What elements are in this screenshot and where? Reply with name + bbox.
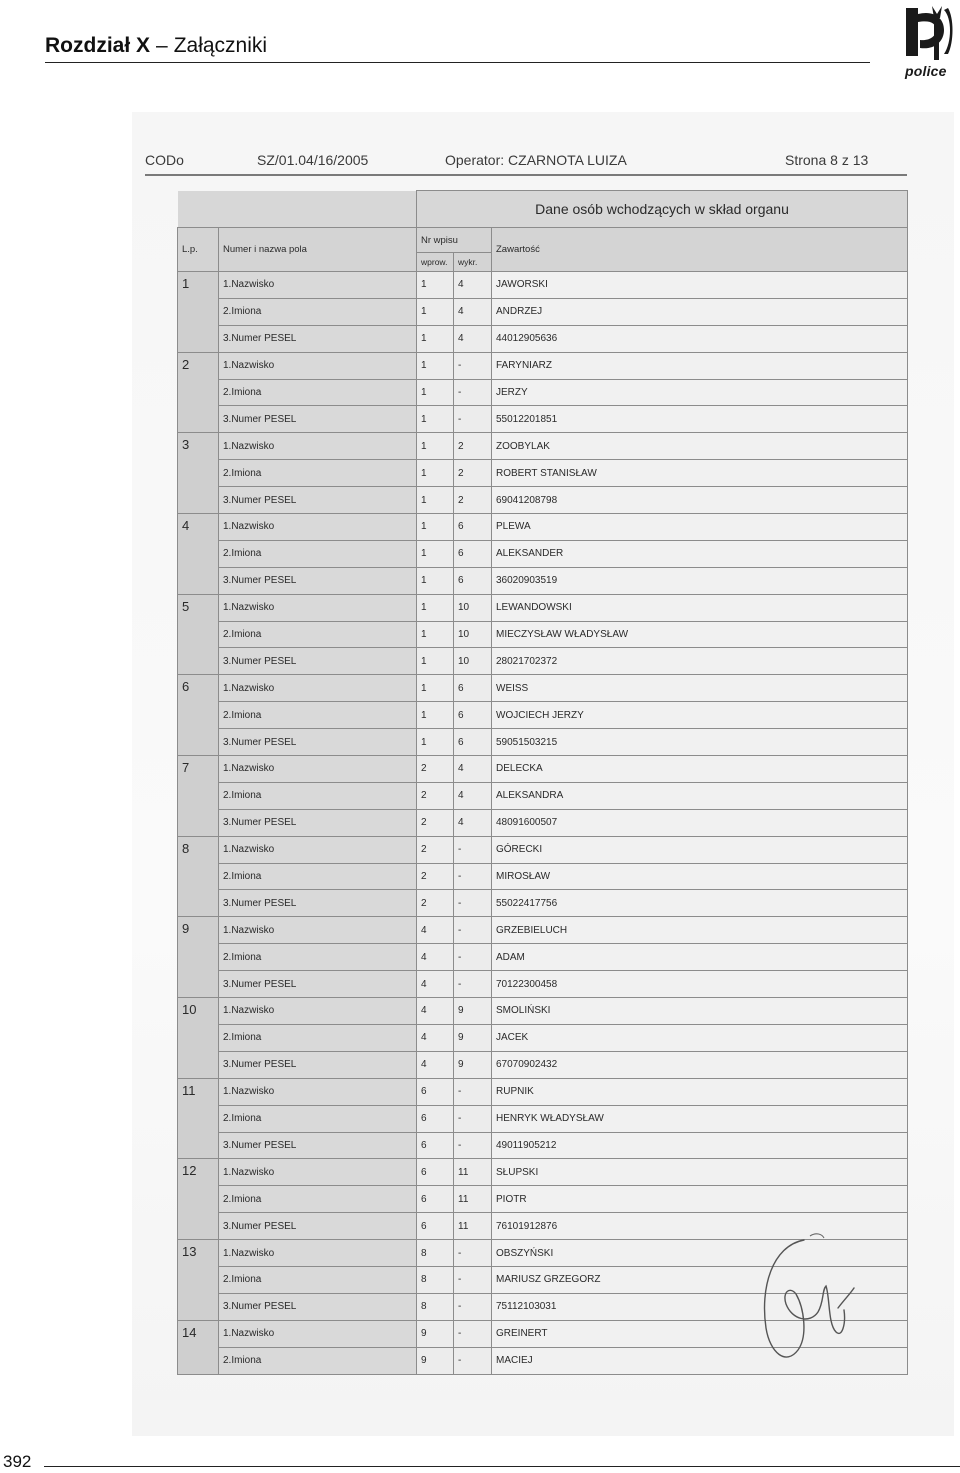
row-entry-in: 8 xyxy=(417,1266,454,1293)
scan-page: Strona 8 z 13 xyxy=(785,152,869,168)
table-row xyxy=(178,1132,908,1159)
row-entry-out: - xyxy=(454,1293,492,1320)
row-lp: 7 xyxy=(178,756,219,837)
row-entry-out: 4 xyxy=(454,298,492,325)
table-row xyxy=(178,325,908,352)
row-value: 59051503215 xyxy=(492,729,908,756)
row-entry-in: 1 xyxy=(417,675,454,702)
row-field: 2.Imiona xyxy=(219,863,417,890)
table-title: Dane osób wchodzących w skład organu xyxy=(417,191,908,228)
table-row xyxy=(178,1024,908,1051)
row-field: 1.Nazwisko xyxy=(219,1240,417,1267)
row-value: DELECKA xyxy=(492,756,908,783)
row-entry-in: 2 xyxy=(417,890,454,917)
row-value: JACEK xyxy=(492,1024,908,1051)
row-value: ROBERT STANISŁAW xyxy=(492,460,908,487)
row-value: 36020903519 xyxy=(492,567,908,594)
row-entry-out: 2 xyxy=(454,487,492,514)
scan-org: CODo xyxy=(145,152,184,168)
row-entry-out: 4 xyxy=(454,809,492,836)
row-field: 2.Imiona xyxy=(219,460,417,487)
table-row xyxy=(178,890,908,917)
table-row xyxy=(178,1078,908,1105)
row-value: JERZY xyxy=(492,379,908,406)
row-entry-in: 6 xyxy=(417,1078,454,1105)
row-field: 1.Nazwisko xyxy=(219,1078,417,1105)
row-entry-out: 4 xyxy=(454,756,492,783)
row-entry-in: 6 xyxy=(417,1159,454,1186)
page-header xyxy=(45,32,267,60)
row-entry-in: 1 xyxy=(417,272,454,299)
table-row xyxy=(178,540,908,567)
table-row xyxy=(178,379,908,406)
col-entry-in-header: wprow. xyxy=(417,253,454,272)
table-row xyxy=(178,1159,908,1186)
row-field: 3.Numer PESEL xyxy=(219,1051,417,1078)
scan-rule xyxy=(145,174,907,176)
row-entry-out: 6 xyxy=(454,514,492,541)
row-field: 1.Nazwisko xyxy=(219,917,417,944)
row-entry-out: 4 xyxy=(454,325,492,352)
row-field: 3.Numer PESEL xyxy=(219,1132,417,1159)
row-entry-out: 10 xyxy=(454,648,492,675)
row-entry-in: 1 xyxy=(417,487,454,514)
row-entry-in: 1 xyxy=(417,648,454,675)
row-entry-in: 1 xyxy=(417,594,454,621)
row-entry-out: - xyxy=(454,406,492,433)
row-value: WEISS xyxy=(492,675,908,702)
row-entry-in: 9 xyxy=(417,1320,454,1347)
table-row xyxy=(178,1105,908,1132)
row-entry-out: 2 xyxy=(454,460,492,487)
table-row xyxy=(178,460,908,487)
row-value: ANDRZEJ xyxy=(492,298,908,325)
row-entry-in: 1 xyxy=(417,460,454,487)
row-value: OBSZYŃSKI xyxy=(492,1240,908,1267)
row-entry-in: 4 xyxy=(417,917,454,944)
row-field: 2.Imiona xyxy=(219,1266,417,1293)
row-entry-out: - xyxy=(454,917,492,944)
table-row xyxy=(178,487,908,514)
row-entry-in: 4 xyxy=(417,1024,454,1051)
section-title: Załączniki xyxy=(173,34,268,57)
row-field: 2.Imiona xyxy=(219,702,417,729)
row-field: 1.Nazwisko xyxy=(219,352,417,379)
members-table xyxy=(177,190,908,1375)
row-entry-out: - xyxy=(454,863,492,890)
row-field: 3.Numer PESEL xyxy=(219,325,417,352)
row-field: 3.Numer PESEL xyxy=(219,1213,417,1240)
row-entry-in: 1 xyxy=(417,433,454,460)
row-field: 3.Numer PESEL xyxy=(219,567,417,594)
row-value: 67070902432 xyxy=(492,1051,908,1078)
row-entry-in: 1 xyxy=(417,379,454,406)
row-entry-out: - xyxy=(454,1105,492,1132)
row-value: HENRYK WŁADYSŁAW xyxy=(492,1105,908,1132)
row-field: 1.Nazwisko xyxy=(219,1320,417,1347)
row-field: 3.Numer PESEL xyxy=(219,890,417,917)
row-entry-out: 6 xyxy=(454,567,492,594)
row-field: 2.Imiona xyxy=(219,540,417,567)
col-entry-header: Nr wpisu xyxy=(417,228,492,253)
row-entry-out: - xyxy=(454,944,492,971)
row-entry-out: - xyxy=(454,836,492,863)
row-entry-out: 2 xyxy=(454,433,492,460)
row-entry-out: - xyxy=(454,1347,492,1374)
row-entry-out: - xyxy=(454,1240,492,1267)
scan-operator: Operator: CZARNOTA LUIZA xyxy=(445,152,627,168)
table-row xyxy=(178,433,908,460)
row-field: 3.Numer PESEL xyxy=(219,971,417,998)
row-lp: 1 xyxy=(178,272,219,353)
row-value: 48091600507 xyxy=(492,809,908,836)
row-entry-out: - xyxy=(454,1132,492,1159)
row-value: WOJCIECH JERZY xyxy=(492,702,908,729)
row-entry-out: 6 xyxy=(454,540,492,567)
row-value: GÓRECKI xyxy=(492,836,908,863)
header-dash: – xyxy=(156,34,168,57)
row-entry-out: 9 xyxy=(454,998,492,1025)
row-entry-in: 6 xyxy=(417,1132,454,1159)
table-row xyxy=(178,998,908,1025)
row-entry-in: 1 xyxy=(417,352,454,379)
row-value: 55022417756 xyxy=(492,890,908,917)
row-lp: 6 xyxy=(178,675,219,756)
row-entry-in: 6 xyxy=(417,1186,454,1213)
row-entry-in: 2 xyxy=(417,863,454,890)
col-field-header: Numer i nazwa pola xyxy=(219,228,417,272)
row-value: 44012905636 xyxy=(492,325,908,352)
row-field: 2.Imiona xyxy=(219,944,417,971)
row-field: 2.Imiona xyxy=(219,1186,417,1213)
table-row xyxy=(178,729,908,756)
row-lp: 14 xyxy=(178,1320,219,1374)
row-field: 1.Nazwisko xyxy=(219,1159,417,1186)
handwritten-signature xyxy=(752,1228,862,1378)
table-row xyxy=(178,567,908,594)
table-row xyxy=(178,1051,908,1078)
table-row xyxy=(178,1186,908,1213)
row-entry-out: - xyxy=(454,890,492,917)
row-value: PIOTR xyxy=(492,1186,908,1213)
row-field: 1.Nazwisko xyxy=(219,433,417,460)
table-row xyxy=(178,702,908,729)
row-field: 1.Nazwisko xyxy=(219,514,417,541)
table-row xyxy=(178,594,908,621)
row-value: 76101912876 xyxy=(492,1213,908,1240)
row-entry-out: 10 xyxy=(454,594,492,621)
row-lp: 9 xyxy=(178,917,219,998)
row-entry-in: 4 xyxy=(417,998,454,1025)
row-value: MIROSŁAW xyxy=(492,863,908,890)
row-entry-out: 9 xyxy=(454,1024,492,1051)
row-entry-out: 11 xyxy=(454,1213,492,1240)
row-value: 49011905212 xyxy=(492,1132,908,1159)
row-entry-out: 9 xyxy=(454,1051,492,1078)
table-row xyxy=(178,675,908,702)
row-field: 1.Nazwisko xyxy=(219,594,417,621)
row-entry-in: 1 xyxy=(417,702,454,729)
row-value: GREINERT xyxy=(492,1320,908,1347)
table-row xyxy=(178,971,908,998)
row-value: 69041208798 xyxy=(492,487,908,514)
row-entry-out: 6 xyxy=(454,675,492,702)
row-value: 75112103031 xyxy=(492,1293,908,1320)
table-row xyxy=(178,917,908,944)
table-row xyxy=(178,352,908,379)
row-lp: 12 xyxy=(178,1159,219,1240)
row-value: MACIEJ xyxy=(492,1347,908,1374)
row-entry-in: 1 xyxy=(417,729,454,756)
col-entry-out-header: wykr. xyxy=(454,253,492,272)
row-entry-out: 11 xyxy=(454,1186,492,1213)
scan-ref: SZ/01.04/16/2005 xyxy=(257,152,369,168)
row-entry-out: - xyxy=(454,1320,492,1347)
title-spacer xyxy=(178,191,417,228)
row-entry-out: 11 xyxy=(454,1159,492,1186)
row-field: 2.Imiona xyxy=(219,298,417,325)
row-entry-in: 4 xyxy=(417,971,454,998)
row-lp: 8 xyxy=(178,836,219,917)
row-entry-out: - xyxy=(454,352,492,379)
table-row xyxy=(178,272,908,299)
row-field: 3.Numer PESEL xyxy=(219,406,417,433)
logo-text: police xyxy=(905,63,947,79)
row-entry-in: 1 xyxy=(417,298,454,325)
row-value: SMOLIŃSKI xyxy=(492,998,908,1025)
row-value: ADAM xyxy=(492,944,908,971)
table-row xyxy=(178,782,908,809)
row-value: RUPNIK xyxy=(492,1078,908,1105)
row-entry-in: 2 xyxy=(417,782,454,809)
table-row xyxy=(178,514,908,541)
row-value: 28021702372 xyxy=(492,648,908,675)
row-entry-out: - xyxy=(454,1078,492,1105)
row-lp: 4 xyxy=(178,514,219,595)
row-entry-out: 6 xyxy=(454,702,492,729)
row-entry-in: 2 xyxy=(417,809,454,836)
row-value: JAWORSKI xyxy=(492,272,908,299)
row-entry-in: 8 xyxy=(417,1293,454,1320)
table-body xyxy=(178,272,908,1375)
row-field: 1.Nazwisko xyxy=(219,675,417,702)
row-entry-in: 6 xyxy=(417,1213,454,1240)
table-row xyxy=(178,648,908,675)
row-value: GRZEBIELUCH xyxy=(492,917,908,944)
col-lp-header: L.p. xyxy=(178,228,219,272)
row-field: 1.Nazwisko xyxy=(219,272,417,299)
row-value: LEWANDOWSKI xyxy=(492,594,908,621)
row-entry-in: 2 xyxy=(417,756,454,783)
row-lp: 2 xyxy=(178,352,219,433)
row-entry-in: 4 xyxy=(417,1051,454,1078)
row-field: 3.Numer PESEL xyxy=(219,729,417,756)
row-entry-in: 1 xyxy=(417,540,454,567)
row-value: ALEKSANDER xyxy=(492,540,908,567)
row-value: SŁUPSKI xyxy=(492,1159,908,1186)
row-lp: 13 xyxy=(178,1240,219,1321)
row-lp: 10 xyxy=(178,998,219,1079)
row-value: MARIUSZ GRZEGORZ xyxy=(492,1266,908,1293)
row-value: MIECZYSŁAW WŁADYSŁAW xyxy=(492,621,908,648)
row-field: 2.Imiona xyxy=(219,1024,417,1051)
header-rule xyxy=(45,62,870,63)
col-content-header: Zawartość xyxy=(492,228,908,272)
row-entry-in: 9 xyxy=(417,1347,454,1374)
row-entry-in: 1 xyxy=(417,406,454,433)
footer-rule xyxy=(44,1466,960,1467)
table-row xyxy=(178,944,908,971)
table-row xyxy=(178,863,908,890)
row-value: PLEWA xyxy=(492,514,908,541)
row-field: 2.Imiona xyxy=(219,1347,417,1374)
row-entry-in: 1 xyxy=(417,514,454,541)
row-field: 2.Imiona xyxy=(219,621,417,648)
row-field: 2.Imiona xyxy=(219,379,417,406)
row-lp: 5 xyxy=(178,594,219,675)
table-row xyxy=(178,809,908,836)
row-entry-out: - xyxy=(454,971,492,998)
row-entry-out: 4 xyxy=(454,272,492,299)
row-field: 1.Nazwisko xyxy=(219,836,417,863)
table-row xyxy=(178,406,908,433)
row-value: 70122300458 xyxy=(492,971,908,998)
row-entry-in: 8 xyxy=(417,1240,454,1267)
row-entry-in: 2 xyxy=(417,836,454,863)
row-value: FARYNIARZ xyxy=(492,352,908,379)
row-field: 1.Nazwisko xyxy=(219,998,417,1025)
row-field: 3.Numer PESEL xyxy=(219,1293,417,1320)
row-field: 3.Numer PESEL xyxy=(219,809,417,836)
row-field: 2.Imiona xyxy=(219,782,417,809)
table-row xyxy=(178,298,908,325)
row-entry-out: 10 xyxy=(454,621,492,648)
row-value: 55012201851 xyxy=(492,406,908,433)
row-entry-out: - xyxy=(454,1266,492,1293)
row-field: 3.Numer PESEL xyxy=(219,487,417,514)
row-field: 1.Nazwisko xyxy=(219,756,417,783)
table-row xyxy=(178,621,908,648)
row-entry-out: 6 xyxy=(454,729,492,756)
row-lp: 11 xyxy=(178,1078,219,1159)
row-entry-in: 1 xyxy=(417,325,454,352)
row-entry-in: 4 xyxy=(417,944,454,971)
row-entry-in: 1 xyxy=(417,621,454,648)
row-entry-out: 4 xyxy=(454,782,492,809)
row-entry-out: - xyxy=(454,379,492,406)
row-value: ALEKSANDRA xyxy=(492,782,908,809)
row-field: 2.Imiona xyxy=(219,1105,417,1132)
table-row xyxy=(178,756,908,783)
row-lp: 3 xyxy=(178,433,219,514)
row-field: 3.Numer PESEL xyxy=(219,648,417,675)
chapter-title: Rozdział X xyxy=(45,34,151,57)
row-value: ZOOBYLAK xyxy=(492,433,908,460)
row-entry-in: 6 xyxy=(417,1105,454,1132)
page-number: 392 xyxy=(3,1452,32,1471)
table-row xyxy=(178,836,908,863)
scan-header xyxy=(145,148,905,172)
row-entry-in: 1 xyxy=(417,567,454,594)
